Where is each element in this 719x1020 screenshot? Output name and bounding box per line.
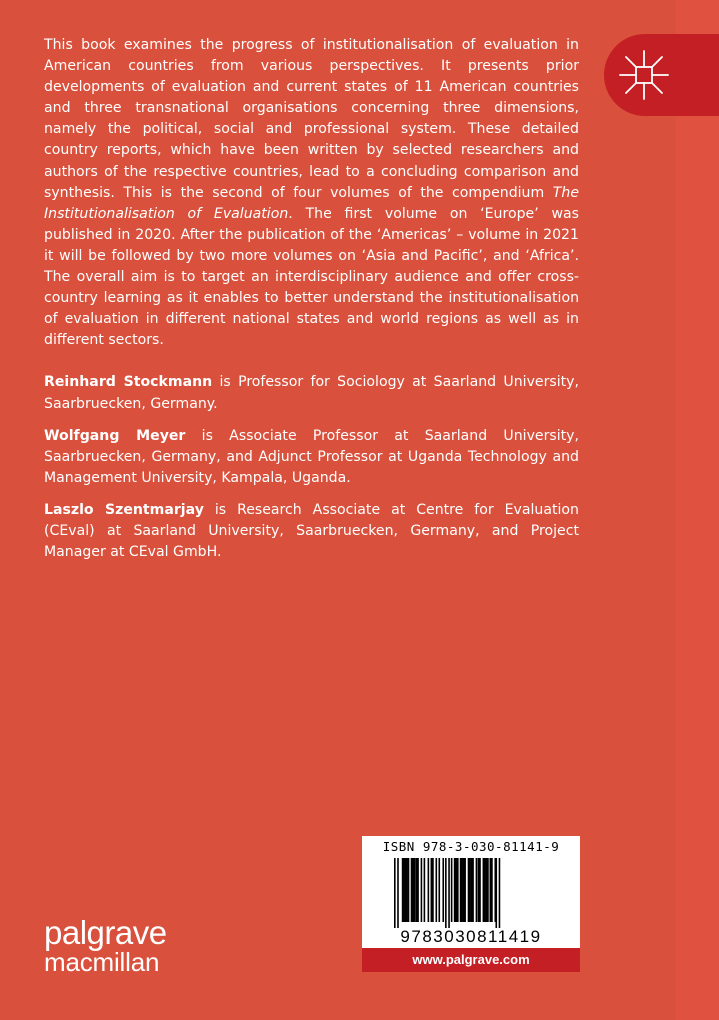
compendium-title: The Institutionalisation of Evaluation [44,184,579,222]
author-bio-text: is Associate Professor at Saarland University, Saarbruecken, Germany, and Adjunct Professor at Uganda Technology and Management University, Kampala, Uganda. [44,427,579,486]
book-description [44,35,579,351]
barcode-bar [397,858,399,928]
barcode-bar [438,858,440,922]
barcode-bar [460,858,463,922]
barcode-bar [468,858,471,922]
palgrave-star-icon [616,47,672,103]
logo-macmillan: macmillan [44,947,160,977]
barcode-bar [476,858,478,922]
barcode-bar [483,858,486,922]
barcode-bar [431,858,434,922]
description-part-2: . The first volume on ‘Europe’ was published in 2020. After the publication of the ‘Americas’ – volume in 2021 it will be followed by two more volumes on ‘Asia and Pacific’, and ‘Africa’. The overall aim is to target an interdisciplinary audience and offer cross-country learning as it enables to better understand the institutionalisation of evaluation in different national states and world regions as well as in different sectors. [44,205,579,349]
back-cover-text [44,35,579,574]
barcode-bar [442,858,444,922]
barcode-bar [436,858,438,922]
barcode-bar [394,858,396,928]
description-part-1: This book examines the progress of institutionalisation of evaluation in American countries from various perspectives. It presents prior developments of evaluation and current states of 11 American countries and three transnational organisations concerning three dimensions, namely the political, social and professional system. These detailed country reports, which have been written by selected researchers and authors of the respective countries, lead to a concluding comparison and synthesis. This is the second of four volumes of the compendium [44,37,579,201]
publisher-url: www.palgrave.com [362,948,580,972]
barcode-bar [405,858,408,922]
spine-strip [676,0,719,1020]
barcode-bar [451,858,453,922]
author-name: Wolfgang Meyer [44,427,186,444]
barcode-bar [421,858,423,922]
barcode-bar [428,858,430,922]
barcode-bar [486,858,489,922]
barcode-bar [448,858,450,928]
barcode-bar [402,858,405,922]
author-bio [44,372,579,414]
barcode-bar [445,858,447,928]
author-bio-text: is Research Associate at Centre for Evaluation (CEval) at Saarland University, Saarbruecken, Germany, and Project Manager at CEval GmbH. [44,501,579,561]
barcode-bar [463,858,466,922]
barcode-bar [490,858,493,922]
barcode-bar [424,858,426,922]
barcode-bar [499,858,501,928]
logo-palgrave: palgrave [44,914,167,951]
publisher-emblem [604,34,719,116]
author-name: Laszlo Szentmarjay [44,501,204,518]
barcode-bar [471,858,474,922]
author-bio-text: is Professor for Sociology at Saarland University, Saarbruecken, Germany. [44,374,579,412]
publisher-logo [44,914,167,977]
ean-digits: 9783030811419 [400,927,542,946]
barcode-bars [394,858,550,928]
barcode-bar [454,858,459,922]
barcode-bar [495,858,497,928]
author-bio [44,426,579,489]
barcode-bar [411,858,416,922]
barcode-bar [478,858,481,922]
barcode-box [362,836,580,972]
barcode-bar [416,858,419,922]
author-name: Reinhard Stockmann [44,374,213,391]
isbn-label: ISBN 978-3-030-81141-9 [382,839,560,854]
author-bio [44,500,579,563]
barcode-bar [408,858,410,922]
